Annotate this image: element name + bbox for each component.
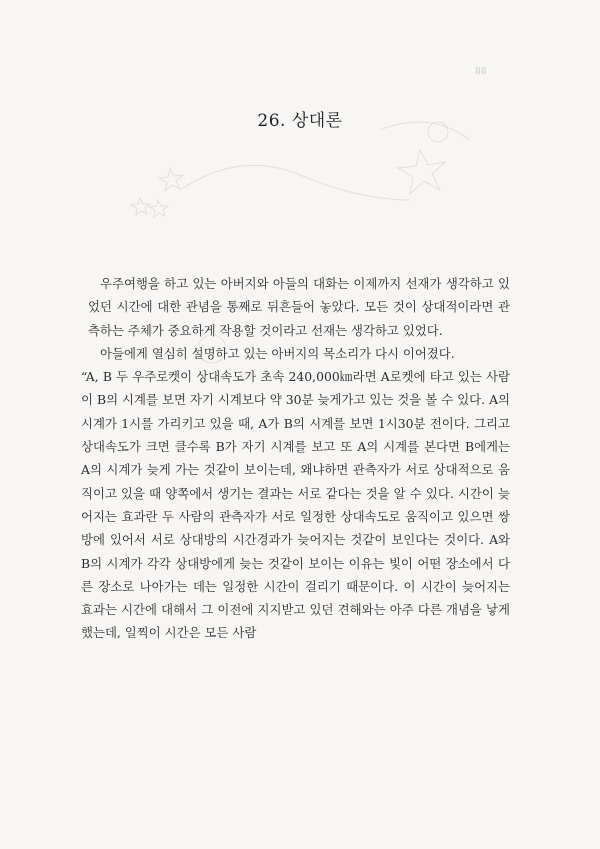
corner-page-mark: 88	[475, 67, 487, 77]
small-star-shape	[131, 198, 150, 215]
paragraph: 우주여행을 하고 있는 아버지와 아들의 대화는 이제까지 선재가 생각하고 있었던 시간에 대한 관념을 통째로 뒤흔들어 놓았다. 모든 것이 상대적이라면 관측하는 주체가 중요하게 작용할 것이라고 선재는 생각하고 있었다.	[88, 276, 510, 338]
small-star-shape	[149, 200, 168, 217]
paragraph: 아들에게 열심히 설명하고 있는 아버지의 목소리가 다시 이어졌다.	[100, 345, 455, 361]
swirl-line	[180, 165, 410, 200]
quoted-paragraph: “A, B 두 우주로켓이 상대속도가 초속 240,000㎞라면 A로켓에 타고 있는 사람이 B의 시계를 보면 자기 시계보다 약 30분 늦게가고 있는 것을 볼 수 있다. A의 시계가 1시를 가리키고 있을 때, A가 B의 시계를 보면 1시30분 전이다. 그리고 상대속도가 크면 클수록 B가 자기 시계를 보고 또 A의 시계를 본다면 B에게는 A의 시계가 늦게 가는 것같이 보이는데, 왜냐하면 관측자가 서로 상대적으로 움직이고 있을 때 양쪽에서 생기는 결과는 서로 같다는 것을 알 수 있다. 시간이 늦어지는 효과란 두 사람의 관측자가 서로 일정한 상대속도로 움직이고 있으면 쌍방에 있어서 서로 상대방의 시간경과가 늦어지는 것같이 보인다는 것이다. A와 B의 시계가 각각 상대방에게 늦는 것같이 보이는 이유는 빛이 어떤 장소에서 다른 장소로 나아가는 데는 일정한 시간이 걸리기 때문이다. 이 시간이 늦어지는 효과는 시간에 대해서 그 이전에 지지받고 있던 견해와는 아주 다른 개념을 낳게 했는데, 일찍이 시간은 모든 사람	[81, 369, 510, 641]
large-star-shape	[398, 150, 445, 194]
chapter-title: 26. 상대론	[257, 111, 343, 131]
body-text	[81, 272, 510, 645]
small-star-shape	[159, 168, 183, 191]
